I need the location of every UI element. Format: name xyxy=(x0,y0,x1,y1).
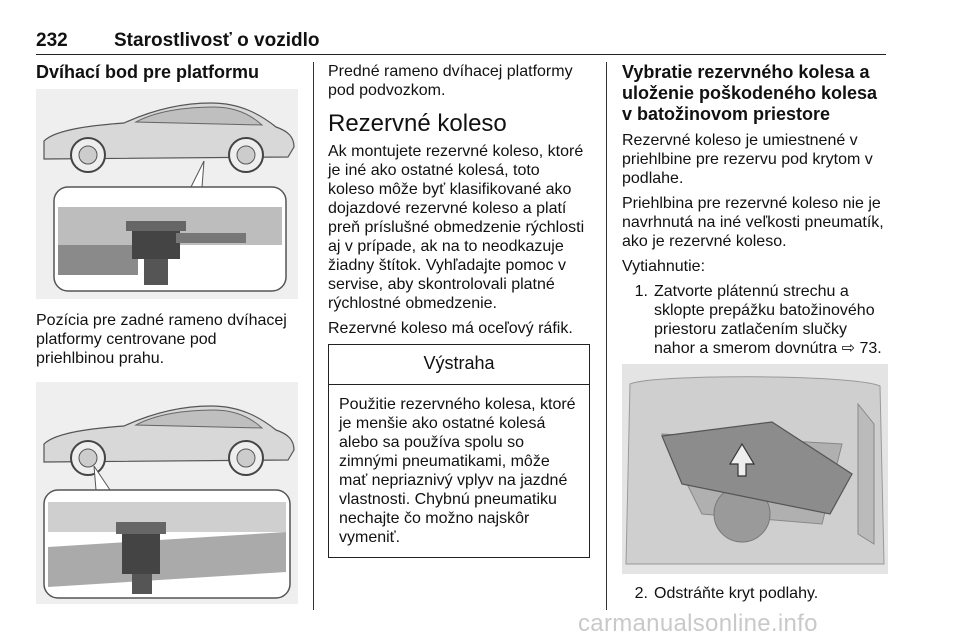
figure-caption: Pozícia pre zadné rameno dvíhacej platformy centrovane pod priehlbinou prahu. xyxy=(36,312,287,367)
list-item xyxy=(622,584,888,603)
section-title: Rezervné koleso xyxy=(328,110,507,137)
step-text: Odstráňte kryt podlahy. xyxy=(654,585,819,602)
paragraph: Vytiahnutie: xyxy=(622,258,706,275)
column-divider xyxy=(313,62,314,610)
paragraph: Rezervné koleso je umiestnené v priehlbine pre rezervu pod krytom v podlahe. xyxy=(622,132,873,187)
warning-box xyxy=(328,344,590,558)
intro-text: Predné rameno dvíhacej platformy pod podvozkom. xyxy=(328,63,573,99)
column-left xyxy=(36,62,298,604)
column-divider xyxy=(606,62,607,610)
paragraph: Ak montujete rezervné koleso, ktoré je iné ako ostatné kolesá, toto koleso môže byť klasifikované ako dojazdové rezervné koleso a platí preň príslušné obmedzenie rýchlosti aj v prípade, ak na to neodkazuje žiadny štítok. Vyhľadajte pomoc v servise, aby skontrolovali platné rýchlostné obmedzenie. xyxy=(328,143,585,312)
warning-title: Výstraha xyxy=(329,345,589,385)
step-text: Zatvorte plátennú strechu a sklopte prepážku batožinového priestoru zatlačením slučky nahor a smerom dovnútra ⇨ 73. xyxy=(654,283,882,357)
paragraph: Priehlbina pre rezervné koleso nie je navrhnutá na iné veľkosti pneumatík, ako je rezervné koleso. xyxy=(622,195,884,250)
column-right xyxy=(622,62,888,609)
trunk-floor-illustration xyxy=(622,364,888,574)
section-heading: Dvíhací bod pre platformu xyxy=(36,62,260,82)
car-lift-rear-illustration xyxy=(36,382,298,604)
warning-text: Použitie rezervného kolesa, ktoré je menšie ako ostatné kolesá alebo sa používa spolu so zimnými pneumatikami, môže mať nepriaznivý vplyv na jazdné vlastnosti. Chybnú pneumatiku nechajte čo možno najskôr vymeniť. xyxy=(339,396,576,546)
step-number: 2. xyxy=(634,585,648,602)
step-number: 1. xyxy=(634,283,648,300)
watermark: carmanualsonline.info xyxy=(578,610,818,637)
page-number: 232 xyxy=(36,30,68,51)
paragraph: Rezervné koleso má oceľový ráfik. xyxy=(328,320,573,337)
list-item xyxy=(622,282,888,358)
column-middle xyxy=(328,62,590,558)
page-header xyxy=(36,30,886,55)
section-heading: Vybratie rezervného kolesa a uloženie poškodeného kolesa v batožinovom priestore xyxy=(622,62,878,124)
chapter-title: Starostlivosť o vozidlo xyxy=(114,30,320,51)
car-lift-front-illustration xyxy=(36,89,298,299)
